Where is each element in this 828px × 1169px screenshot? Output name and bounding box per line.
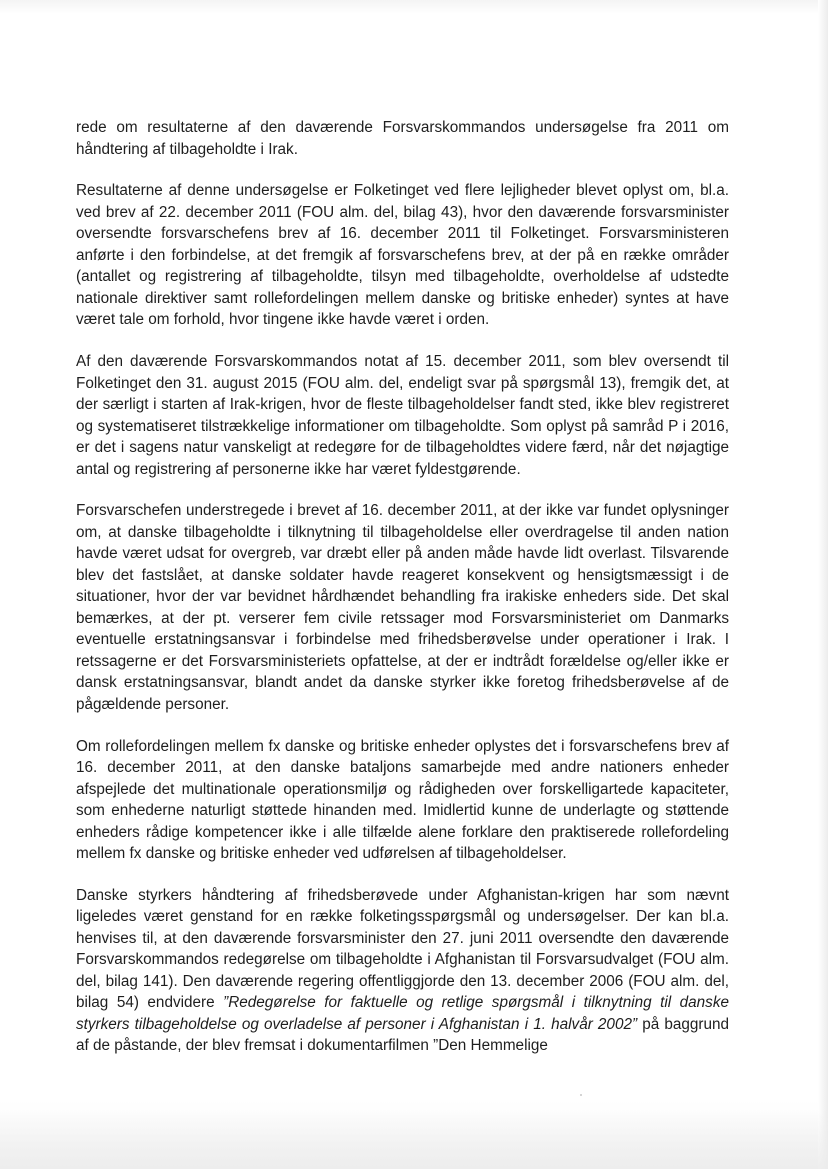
document-body (76, 117, 729, 1077)
paragraph-5: Om rollefordelingen mellem fx danske og britiske enheder oplystes det i forsvarschefens brev af 16. december 2011, at den danske bataljons samarbejde med andre nationers enheder afspejlede det multinationale operationsmiljø og rådigheden over forskelligartede kapaciteter, som enhederne naturligt støttede hinanden med. Imidlertid kunne de underlagte og støttende enheders rådige kompetencer ikke i alle tilfælde alene forklare den praktiserede rollefordeling mellem fx danske og britiske enheder ved udførelsen af tilbageholdelser. (76, 737, 729, 863)
paragraph-6-text-before: Danske styrkers håndtering af frihedsberøvede under Afghanistan-krigen har som nævnt ligeledes været genstand for en række folketingsspørgsmål og undersøgelser. Der kan bl.a. henvises til, at den daværende forsvarsminister den 27. juni 2011 oversendte den daværende Forsvarskommandos redegørelse om tilbageholdte i Afghanistan til Forsvarsudvalget (FOU alm. del, bilag 141). Den daværende regering offentliggjorde den 13. december 2006 (FOU alm. del, bilag 54) endvidere (76, 886, 729, 1012)
paragraph-4: Forsvarschefen understregede i brevet af 16. december 2011, at der ikke var fundet oplysninger om, at danske tilbageholdte i tilknytning til tilbageholdelse eller overdragelse til anden nation havde været udsat for overgreb, var dræbt eller på anden måde havde lidt overlast. Tilsvarende blev det fastslået, at danske soldater havde reageret konsekvent og hensigtsmæssigt i de situationer, hvor der var bevidnet hårdhændet behandling fra irakiske enheders side. Det skal bemærkes, at der pt. verserer fem civile retssager mod Forsvarsministeriet om Danmarks eventuelle erstatningsansvar i forbindelse med frihedsberøvelse under operationer i Irak. I retssagerne er det Forsvarsministeriets opfattelse, at der er indtrådt forældelse og/eller ikke er dansk erstatningsansvar, blandt andet da danske styrker ikke foretog frihedsberøvelse af de pågældende personer. (76, 502, 729, 713)
paragraph-1: rede om resultaterne af den daværende Forsvarskommandos undersøgelse fra 2011 om håndtering af tilbageholdte i Irak. (76, 119, 729, 158)
scan-speck (580, 1094, 582, 1096)
scan-bottom-shade (0, 1109, 828, 1169)
paragraph-6 (76, 885, 729, 1057)
paragraph-3: Af den daværende Forsvarskommandos notat af 15. december 2011, som blev oversendt til Folketinget den 31. august 2015 (FOU alm. del, endeligt svar på spørgsmål 13), fremgik det, at der særligt i starten af Irak-krigen, hvor de fleste tilbageholdelser fandt sted, ikke blev registreret og systematiseret tilstrækkelige informationer om tilbageholdte. Som oplyst på samråd P i 2016, er det i sagens natur vanskeligt at redegøre for de tilbageholdtes videre færd, når det nøjagtige antal og registrering af personerne ikke har været fyldestgørende. (76, 353, 729, 478)
report-title-italic: ”Redegørelse for faktuelle og retlige spørgsmål i tilknytning til danske styrkers tilbageholdelse og overladelse af personer i Afghanistan i 1. halvår 2002” (76, 994, 729, 1033)
paragraph-6-text-after: på baggrund af de påstande, der blev fremsat i dokumentarfilmen ”Den Hemmelige (76, 1015, 729, 1055)
scan-edge-shadow (818, 0, 828, 1169)
paragraph-2: Resultaterne af denne undersøgelse er Folketinget ved flere lejligheder blevet oplyst om, bl.a. ved brev af 22. december 2011 (FOU alm. del, bilag 43), hvor den daværende forsvarsminister oversendte forsvarschefens brev af 16. december 2011 til Folketinget. Forsvarsministeren anførte i den forbindelse, at det fremgik af forsvarschefens brev, at der på en række områder (antallet og registrering af tilbageholdte, tilsyn med tilbageholdte, overholdelse af udstedte nationale direktiver samt rollefordelingen mellem danske og britiske enheder) syntes at have været tale om forhold, hvor tingene ikke havde været i orden. (76, 182, 729, 329)
